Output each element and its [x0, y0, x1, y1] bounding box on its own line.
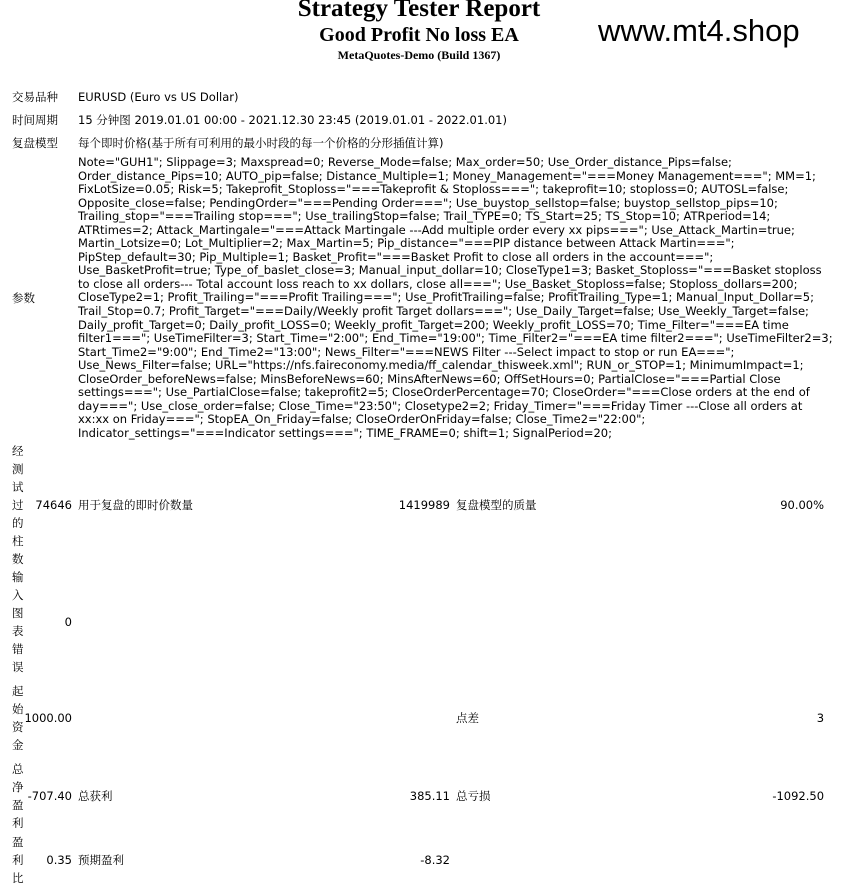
ticks-value: 1419989 [398, 498, 450, 513]
symbol-label: 交易品种 [12, 89, 58, 104]
period-value: 15 分钟图 2019.01.01 00:00 - 2021.12.30 23:45 (2019.01.01 - 2022.01.01) [78, 112, 507, 127]
net-profit-row [0, 760, 836, 832]
deposit-value: 1000.00 [24, 711, 72, 726]
errors-label: 输入图表错误 [12, 570, 24, 675]
params-row [0, 154, 836, 442]
period-label: 时间周期 [12, 112, 58, 127]
model-row [0, 131, 836, 154]
gross-profit-label: 总获利 [78, 789, 113, 804]
profit-factor-row [0, 832, 836, 888]
gross-loss-value: -1092.50 [772, 789, 825, 804]
model-label: 复盘模型 [12, 135, 58, 150]
params-label: 参数 [12, 291, 35, 306]
quality-label: 复盘模型的质量 [456, 498, 537, 513]
report-header [0, 0, 842, 72]
net-profit-value: -707.40 [27, 789, 72, 804]
net-profit-label: 总净盈利 [12, 762, 24, 831]
errors-value: 0 [64, 615, 72, 630]
payoff-value: -8.32 [420, 853, 450, 868]
spread-value: 3 [816, 711, 825, 726]
report-body [0, 85, 842, 888]
payoff-label: 预期盈利 [78, 853, 124, 868]
symbol-value: EURUSD (Euro vs US Dollar) [78, 89, 239, 104]
report-table [0, 85, 836, 888]
profit-factor-value: 0.35 [46, 853, 72, 868]
deposit-row [0, 676, 836, 760]
ticks-label: 用于复盘的即时价数量 [78, 498, 193, 513]
bars-row [0, 442, 836, 568]
gross-loss-label: 总亏损 [456, 789, 491, 804]
errors-row [0, 568, 836, 676]
bars-value: 74646 [35, 498, 72, 513]
spread-label: 点差 [456, 711, 479, 726]
server-build: MetaQuotes-Demo (Build 1367) [337, 48, 501, 62]
symbol-row [0, 85, 836, 108]
quality-value: 90.00% [780, 498, 825, 513]
ea-name: Good Profit No loss EA [319, 24, 519, 46]
deposit-label: 起始资金 [12, 684, 24, 753]
model-value: 每个即时价格(基于所有可利用的最小时段的每一个价格的分形插值计算) [78, 135, 444, 150]
params-value: Note="GUH1"; Slippage=3; Maxspread=0; Reverse_Mode=false; Max_order=50; Use_Order_distance_Pips=false; Order_distance_Pips=10; AUTO_pip=false; Distance_Multiple=1; Money_Management="===Money Management==="; MM=1; FixLotSize=0.05; Risk=5; Takeprofit_Stoploss="===Takeprofit & Stoploss==="; takeprofit=10; stoploss=0; AUTOSL=false; Opposite_close=false; PendingOrder="===Pending Order==="; Use_buystop_sellstop=false; buystop_sellstop_pips=10; Trailing_stop="===Trailing stop==="; Use_trailingStop=false; Trail_TYPE=0; TS_Start=25; TS_Stop=10; ATRperiod=14; ATRtimes=2; Attack_Martingale="===Attack Martingale ---Add multiple order every xx pips==="; Use_Attack_Martin=true; Martin_Lotsize=0; Lot_Multiplier=2; Max_Martin=5; Pip_distance="===PIP distance between Attack Martin==="; PipStep_default=30; Pip_Multiple=1; Basket_Profit="===Basket Profit to close all orders in the account==="; Use_BasketProfit=true; Type_of_baslet_close=3; Manual_input_dollar=10; CloseType1=3; Basket_Stoploss="===Basket stoploss to close all orders--- Total account loss reach to xx dollars, close all==="; Use_Basket_Stoploss=false; Stoploss_dollars=200; CloseType2=1; Profit_Trailing="===Profit Trailing==="; Use_ProfitTrailing=false; ProfitTrailing_Type=1; Manual_Input_Dollar=5; Trail_Stop=0.7; Profit_Target="===Daily/Weekly profit Target dollars==="; Use_Daily_Target=false; Use_Weekly_Target=false; Daily_profit_Target=0; Daily_profit_LOSS=0; Weekly_profit_Target=200; Weekly_profit_LOSS=70; Time_Filter="===EA time filter1==="; UseTimeFilter=3; Start_Time="2:00"; End_Time="19:00"; Time_Filter2="===EA time filter2==="; UseTimeFilter2=3; Start_Time2="9:00"; End_Time2="13:00"; News_Filter="===NEWS Filter ---Select impact to stop or run EA==="; Use_News_Filter=false; URL="https://nfs.faireconomy.media/ff_calendar_thisweek.xml"; RUN_or_STOP=1; MinimumImpact=1; CloseOrder_beforeNews=false; MinsBeforeNews=60; MinsAfterNews=60; OffSetHours=0; PartialClose="===Partial Close settings==="; Use_PartialClose=false; takeprofit2=5; CloseOrderPercentage=70; CloseOrder="===Close orders at the end of day==="; Use_close_order=false; Close_Time="23:50"; Closetype2=2; Friday_Timer="===Friday Timer ---Close all orders at xx:xx on Friday==="; StopEA_On_Friday=false; CloseOrderOnFriday=false; Close_Time2="22:00"; Indicator_settings="===Indicator settings==="; TIME_FRAME=0; shift=1; SignalPeriod=20; [78, 155, 833, 440]
period-row [0, 108, 836, 131]
profit-factor-label: 盈利比 [12, 835, 24, 886]
gross-profit-value: 385.11 [409, 789, 450, 804]
report-title: Strategy Tester Report [297, 0, 541, 22]
watermark-url: www.mt4.shop [598, 13, 800, 48]
bars-label: 经测试过的柱数 [12, 444, 24, 567]
